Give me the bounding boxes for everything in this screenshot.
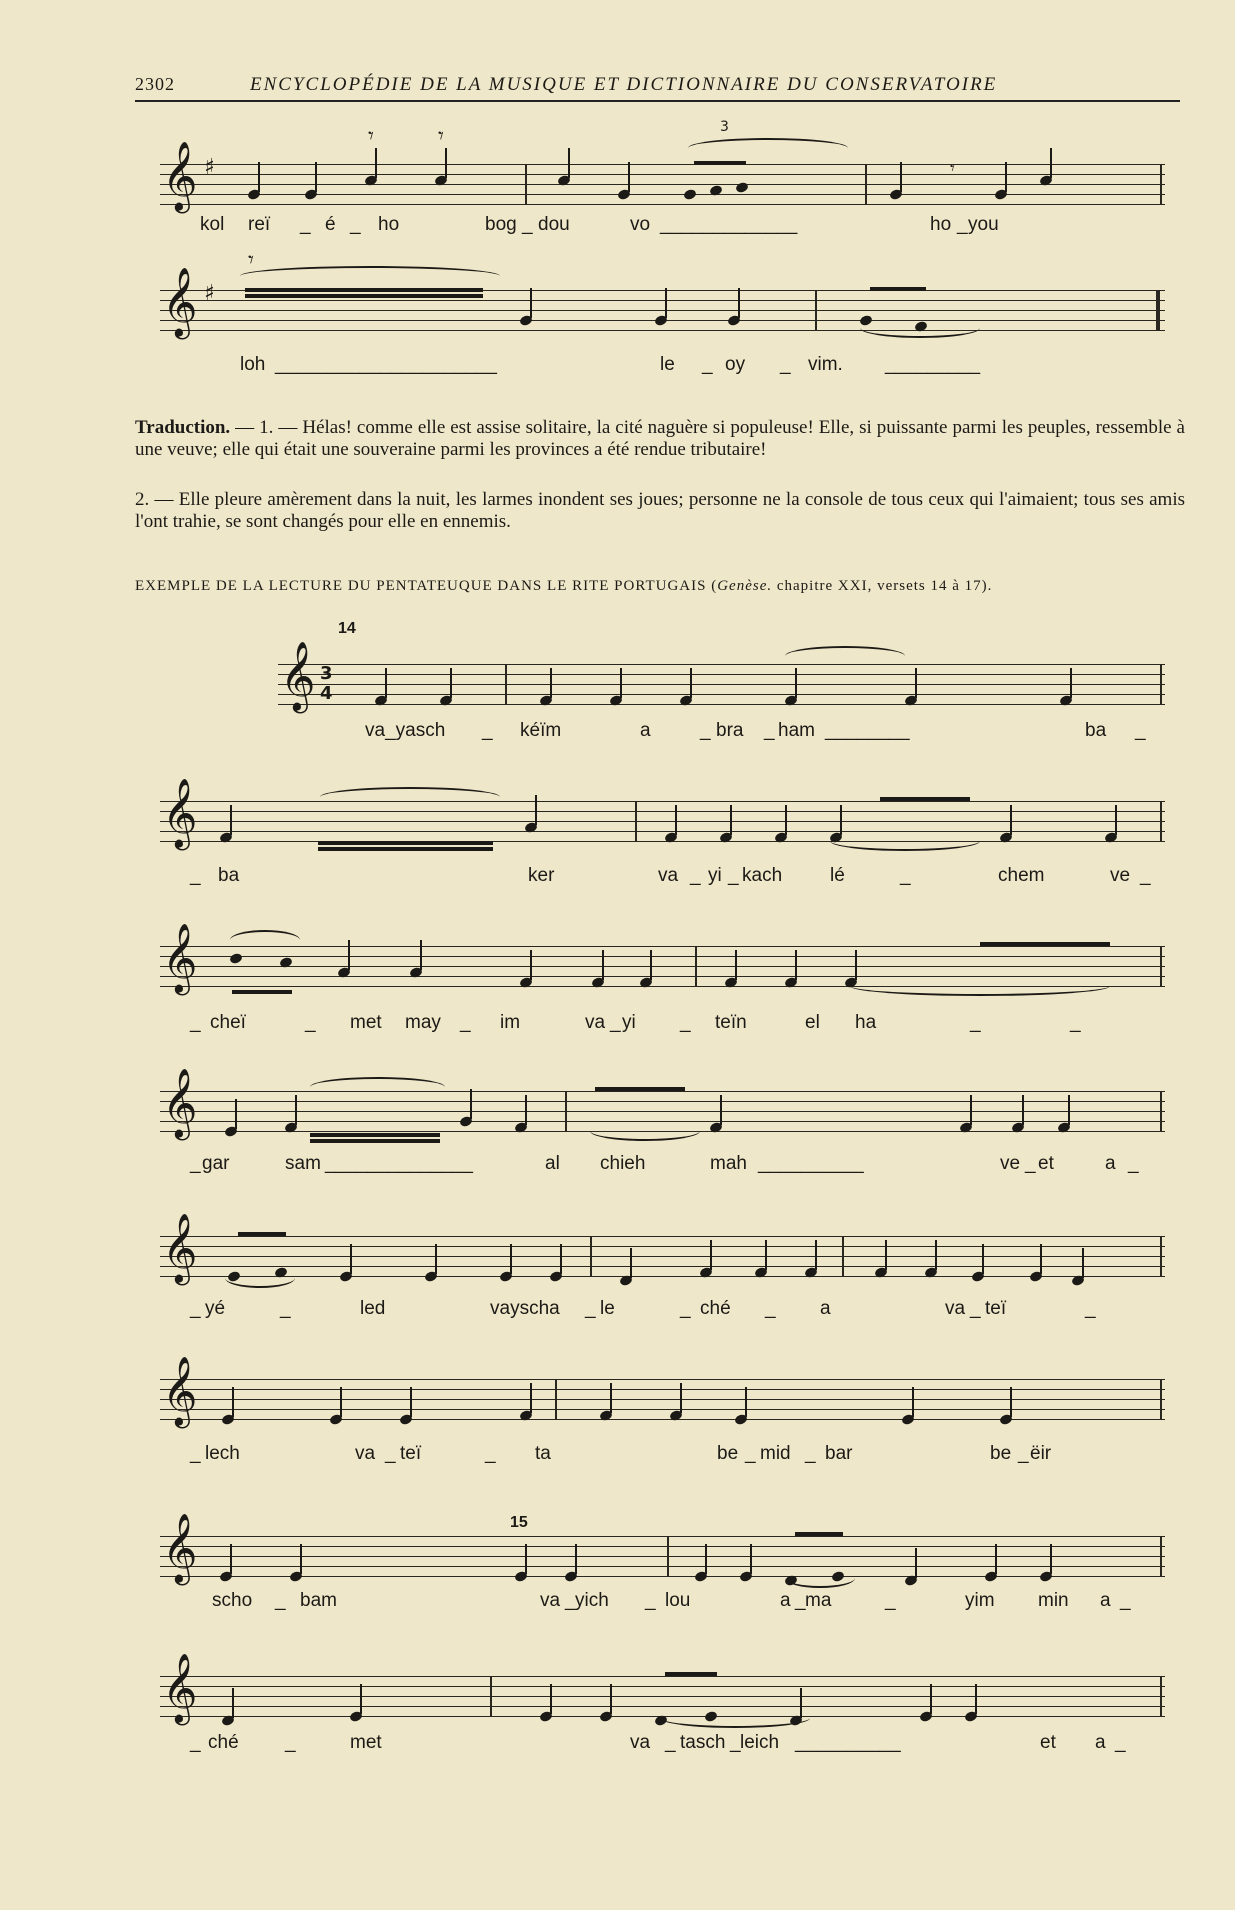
- lyric: yi: [708, 865, 722, 886]
- music-system-4: 𝄞 _ ba ker va _ yi _ kach lé _ chem ve _: [160, 785, 1165, 895]
- lyric: ve: [1000, 1153, 1021, 1174]
- lyric: kéïm: [520, 720, 562, 741]
- treble-clef-icon: 𝄞: [162, 141, 198, 211]
- lyric: loh: [240, 354, 266, 375]
- translation-paragraph-2: [135, 489, 1185, 533]
- lyric: kach: [742, 865, 783, 886]
- sharp-icon: ♯: [204, 281, 215, 306]
- lyric: teïn: [715, 1012, 747, 1033]
- lyric: bra: [716, 720, 744, 741]
- lyric: mid: [760, 1443, 791, 1464]
- lyric: a: [820, 1298, 831, 1319]
- music-system-9: 15 𝄞 scho _ bam va _ yich _ lou a _ ma _ yim min a _: [160, 1510, 1165, 1620]
- lyric: yim: [965, 1590, 995, 1611]
- treble-clef-icon: 𝄞: [162, 778, 198, 848]
- music-system-2: 𝄞 ♯ 𝄾 loh _____________________ le _ oy _ vim. _________: [160, 274, 1165, 374]
- lyric: lou: [665, 1590, 691, 1611]
- lyric: al: [545, 1153, 560, 1174]
- treble-clef-icon: 𝄞: [162, 1653, 198, 1723]
- lyric: le: [660, 354, 675, 375]
- running-title: ENCYCLOPÉDIE DE LA MUSIQUE ET DICTIONNAIRE DU CONSERVATOIRE: [250, 74, 998, 95]
- lyric: met: [350, 1012, 382, 1033]
- treble-clef-icon: 𝄞: [162, 1356, 198, 1426]
- lyric: met: [350, 1732, 382, 1753]
- lyric: va_yasch: [365, 720, 446, 741]
- music-system-8: 𝄞 _ lech va _ teï _ ta be _ mid _ bar be _ ëir: [160, 1363, 1165, 1473]
- lyric: kol: [200, 214, 225, 235]
- lyric: bar: [825, 1443, 853, 1464]
- lyric: ba: [1085, 720, 1107, 741]
- translation-verse-1: — 1. — Hélas! comme elle est assise solitaire, la cité naguère si populeuse! Elle, si puissante parmi les peuples, ressemble à une veuve; elle qui était une souveraine parmi les provinces a été rendue tributaire!: [135, 417, 1185, 460]
- lyric: tasch: [680, 1732, 726, 1753]
- lyric: vim.: [808, 354, 843, 375]
- lyric: reï: [248, 214, 271, 235]
- lyric: a: [1105, 1153, 1116, 1174]
- translation-label: Traduction.: [135, 417, 231, 438]
- lyric: é: [325, 214, 336, 235]
- lyric: sam: [285, 1153, 321, 1174]
- music-system-10: 𝄞 _ ché _ met va _ tasch _ leich __________ et a _: [160, 1650, 1165, 1760]
- lyric: yi: [622, 1012, 636, 1033]
- lyric: lé: [830, 865, 845, 886]
- lyric: teï: [400, 1443, 422, 1464]
- lyric: ta: [535, 1443, 551, 1464]
- lyric: min: [1038, 1590, 1069, 1611]
- page-header: [135, 74, 1180, 102]
- lyric: ho: [378, 214, 400, 235]
- lyric: ve: [1110, 865, 1131, 886]
- lyric: ma: [805, 1590, 832, 1611]
- lyric: va: [355, 1443, 376, 1464]
- lyric: et: [1038, 1153, 1054, 1174]
- lyric: a: [1100, 1590, 1111, 1611]
- treble-clef-icon: 𝄞: [162, 267, 198, 337]
- lyric: ker: [528, 865, 555, 886]
- lyric: vo: [630, 214, 651, 235]
- lyric: ho: [930, 214, 952, 235]
- lyric: a: [1095, 1732, 1106, 1753]
- treble-clef-icon: 𝄞: [162, 923, 198, 993]
- lyric: mah: [710, 1153, 747, 1174]
- lyric: be: [990, 1443, 1012, 1464]
- lyric: ha: [855, 1012, 877, 1033]
- lyric: chieh: [600, 1153, 646, 1174]
- lyric: gar: [202, 1153, 230, 1174]
- lyric: ëir: [1030, 1443, 1052, 1464]
- lyric: teï: [985, 1298, 1007, 1319]
- music-system-5: 𝄞 _ cheï _ met may _ im va _ yi _ teïn el ha _ _: [160, 930, 1165, 1040]
- lyric: yich: [575, 1590, 609, 1611]
- lyric: yé: [205, 1298, 226, 1319]
- measure-number: 15: [510, 1514, 528, 1531]
- music-system-6: 𝄞 _ gar sam ______________ al chieh mah __________ ve _ et a _: [160, 1075, 1165, 1185]
- lyric: ché: [700, 1298, 731, 1319]
- lyric: ché: [208, 1732, 239, 1753]
- lyric: a: [640, 720, 651, 741]
- treble-clef-icon: 𝄞: [280, 641, 316, 711]
- lyric: be: [717, 1443, 739, 1464]
- example-caption: EXEMPLE DE LA LECTURE DU PENTATEUQUE DANS LE RITE PORTUGAIS (Genèse. chapitre XXI, versets 14 à 17).: [135, 578, 993, 594]
- lyric: may: [405, 1012, 441, 1033]
- lyric: le: [600, 1298, 615, 1319]
- lyric: va: [630, 1732, 651, 1753]
- music-system-7: 𝄞 _ yé _ led vayscha _ le _ ché _ a va _ teï _: [160, 1220, 1165, 1330]
- lyric: va: [658, 865, 679, 886]
- lyric: leich: [740, 1732, 780, 1753]
- lyric: ham: [778, 720, 815, 741]
- lyric: et: [1040, 1732, 1056, 1753]
- translation-verse-2: 2. — Elle pleure amèrement dans la nuit, les larmes inondent ses joues; personne ne la console de tous ceux qui l'aimaient; tous ses amis l'ont trahie, se sont changés pour elle en ennemis.: [135, 489, 1185, 532]
- music-system-3: 14 𝄞 3 4 va_yasch _ kéïm a _ bra _ ham ________ ba _: [160, 620, 1165, 740]
- lyric: scho: [212, 1590, 253, 1611]
- lyric: led: [360, 1298, 386, 1319]
- lyric: lech: [205, 1443, 240, 1464]
- lyric: oy: [725, 354, 746, 375]
- sharp-icon: ♯: [204, 155, 215, 180]
- lyric: bam: [300, 1590, 337, 1611]
- lyric: el: [805, 1012, 820, 1033]
- lyric: bog: [485, 214, 517, 235]
- lyric: dou: [538, 214, 570, 235]
- lyric: chem: [998, 865, 1045, 886]
- lyric: cheï: [210, 1012, 246, 1033]
- lyric: a: [780, 1590, 791, 1611]
- lyric: va: [540, 1590, 561, 1611]
- lyric: vayscha: [490, 1298, 560, 1319]
- translation-paragraph-1: [135, 417, 1185, 461]
- treble-clef-icon: 𝄞: [162, 1068, 198, 1138]
- lyric: va: [945, 1298, 966, 1319]
- treble-clef-icon: 𝄞: [162, 1213, 198, 1283]
- lyric: im: [500, 1012, 521, 1033]
- music-system-1: 𝄞 ♯ 𝄾 𝄾 3 𝄾 kol reï _ é _ ho bog _ dou vo _____________ ho _ you: [160, 148, 1165, 248]
- measure-number: 14: [338, 620, 356, 637]
- lyric: you: [968, 214, 999, 235]
- lyric: va: [585, 1012, 606, 1033]
- lyric: ba: [218, 865, 240, 886]
- page-number: 2302: [135, 74, 175, 94]
- treble-clef-icon: 𝄞: [162, 1513, 198, 1583]
